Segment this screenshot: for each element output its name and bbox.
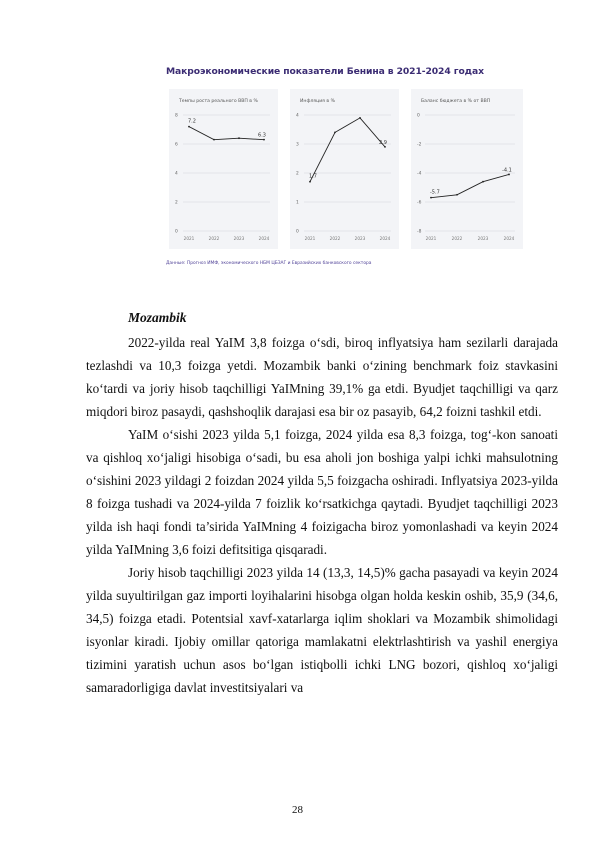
chart-title: Инфляция в % — [300, 99, 335, 104]
x-tick-label: 2022 — [208, 236, 220, 241]
y-tick-label: -8 — [417, 229, 422, 235]
data-point — [482, 181, 484, 183]
data-point — [430, 197, 432, 199]
y-tick-label: 6 — [175, 142, 178, 148]
chart-budget — [411, 89, 523, 249]
data-point — [508, 174, 510, 176]
x-tick-label: 2023 — [354, 236, 366, 241]
series-line — [431, 174, 509, 197]
x-tick-label: 2022 — [451, 236, 463, 241]
y-tick-label: -4 — [417, 171, 422, 177]
y-tick-label: 4 — [296, 113, 299, 119]
y-tick-label: -6 — [417, 200, 422, 206]
data-label: -5.7 — [430, 189, 440, 196]
data-label: 6.3 — [258, 132, 266, 139]
section-heading: Mozambik — [128, 310, 187, 325]
data-label: 1.7 — [309, 173, 317, 180]
data-label: 2.9 — [379, 139, 387, 146]
body-text — [86, 331, 558, 699]
y-tick-label: 0 — [296, 229, 299, 235]
page-number: 28 — [292, 804, 303, 816]
x-tick-label: 2024 — [258, 236, 270, 241]
data-label: 7.2 — [188, 118, 196, 125]
data-point — [188, 126, 190, 128]
y-tick-label: 0 — [175, 229, 178, 235]
series-line — [189, 127, 264, 140]
figure-title: Макроэкономические показатели Бенина в 2021-2024 годах — [166, 66, 484, 77]
chart-title: Темпы роста реального ВВП в % — [179, 99, 258, 104]
data-point — [263, 139, 265, 141]
chart-panel-budget — [411, 89, 523, 249]
macro-figure — [163, 62, 525, 272]
chart-panel-inflation — [290, 89, 399, 249]
data-point — [309, 181, 311, 183]
x-tick-label: 2023 — [477, 236, 489, 241]
x-tick-label: 2023 — [233, 236, 245, 241]
x-tick-label: 2024 — [503, 236, 515, 241]
x-tick-label: 2021 — [304, 236, 316, 241]
y-tick-label: 1 — [296, 200, 299, 206]
chart-panel-gdp — [169, 89, 278, 249]
data-point — [213, 139, 215, 141]
y-tick-label: 0 — [417, 113, 420, 119]
y-tick-label: 3 — [296, 142, 299, 148]
data-label: -4.1 — [502, 167, 512, 174]
y-tick-label: 4 — [175, 171, 178, 177]
figure-source: Данные: Прогноз ИМФ, экономического НБМ ЦБЗАГ и Евразийских банковского сектора — [166, 261, 372, 266]
paragraph: YaIM o‘sishi 2023 yilda 5,1 foizga, 2024 yilda esa 8,3 foizga, tog‘-kon sanoati va qishloq xo‘jaligi hisobiga o‘sadi, bu esa aholi jon boshiga yalpi ichki mahsulotning o‘sishini 2023 yildagi 2 foizdan 2024 yilda 5,5 foizgacha oshiradi. Inflyatsiya 2023-yilda 8 foizga tushadi va 2024-yilda 7 foizlik ko‘rsatkichga qaytadi. Byudjet taqchilligi 2023 yilda ish haqi fondi ta’sirida YaIMning 4 foizigacha biroz yomonlashadi va keyin 2024 yilda YaIMning 3,6 foizi defitsitiga qisqaradi. — [86, 427, 558, 557]
x-tick-label: 2021 — [183, 236, 195, 241]
x-tick-label: 2022 — [329, 236, 341, 241]
data-point — [384, 146, 386, 148]
paragraph: 2022-yilda real YaIM 3,8 foizga o‘sdi, biroq inflyatsiya ham sezilarli darajada tezlashdi va 10,3 foizga yetdi. Mozambik banki o‘zining benchmark foiz stavkasini ko‘tardi va joriy hisob taqchilligi YaIMning 39,1% ga etdi. Byudjet taqchilligi va qarz miqdori biroz pasaydi, qashshoqlik darajasi esa bir oz pasayib, 64,2 foizni tashkil etdi. — [86, 335, 558, 419]
chart-title: Баланс бюджета в % от ВВП — [421, 99, 491, 104]
y-tick-label: -2 — [417, 142, 422, 148]
y-tick-label: 2 — [175, 200, 178, 206]
series-line — [310, 118, 385, 182]
paragraph: Joriy hisob taqchilligi 2023 yilda 14 (13,3, 14,5)% gacha pasayadi va keyin 2024 yilda suyultirilgan gaz importi loyihalarini hisobga olgan holda keskin oshib, 35,9 (34,6, 34,5) foizga etadi. Potentsial xavf-xatarlarga iqlim shoklari va Mozambik shimolidagi isyonlar kiradi. Ijobiy omillar qatoriga mamlakatni elektrlashtirish va yashil energiya tizimini yaratish uchun asos bo‘lgan istiqbolli ichki LNG bozori, qishloq xo‘jaligi samaradorligiga davlat investitsiyalari va — [86, 565, 558, 695]
y-tick-label: 8 — [175, 113, 178, 119]
data-point — [334, 132, 336, 134]
chart-inflation — [290, 89, 399, 249]
x-tick-label: 2024 — [379, 236, 391, 241]
data-point — [238, 137, 240, 139]
chart-gdp — [169, 89, 278, 249]
data-point — [359, 117, 361, 119]
data-point — [456, 194, 458, 196]
y-tick-label: 2 — [296, 171, 299, 177]
x-tick-label: 2021 — [425, 236, 437, 241]
